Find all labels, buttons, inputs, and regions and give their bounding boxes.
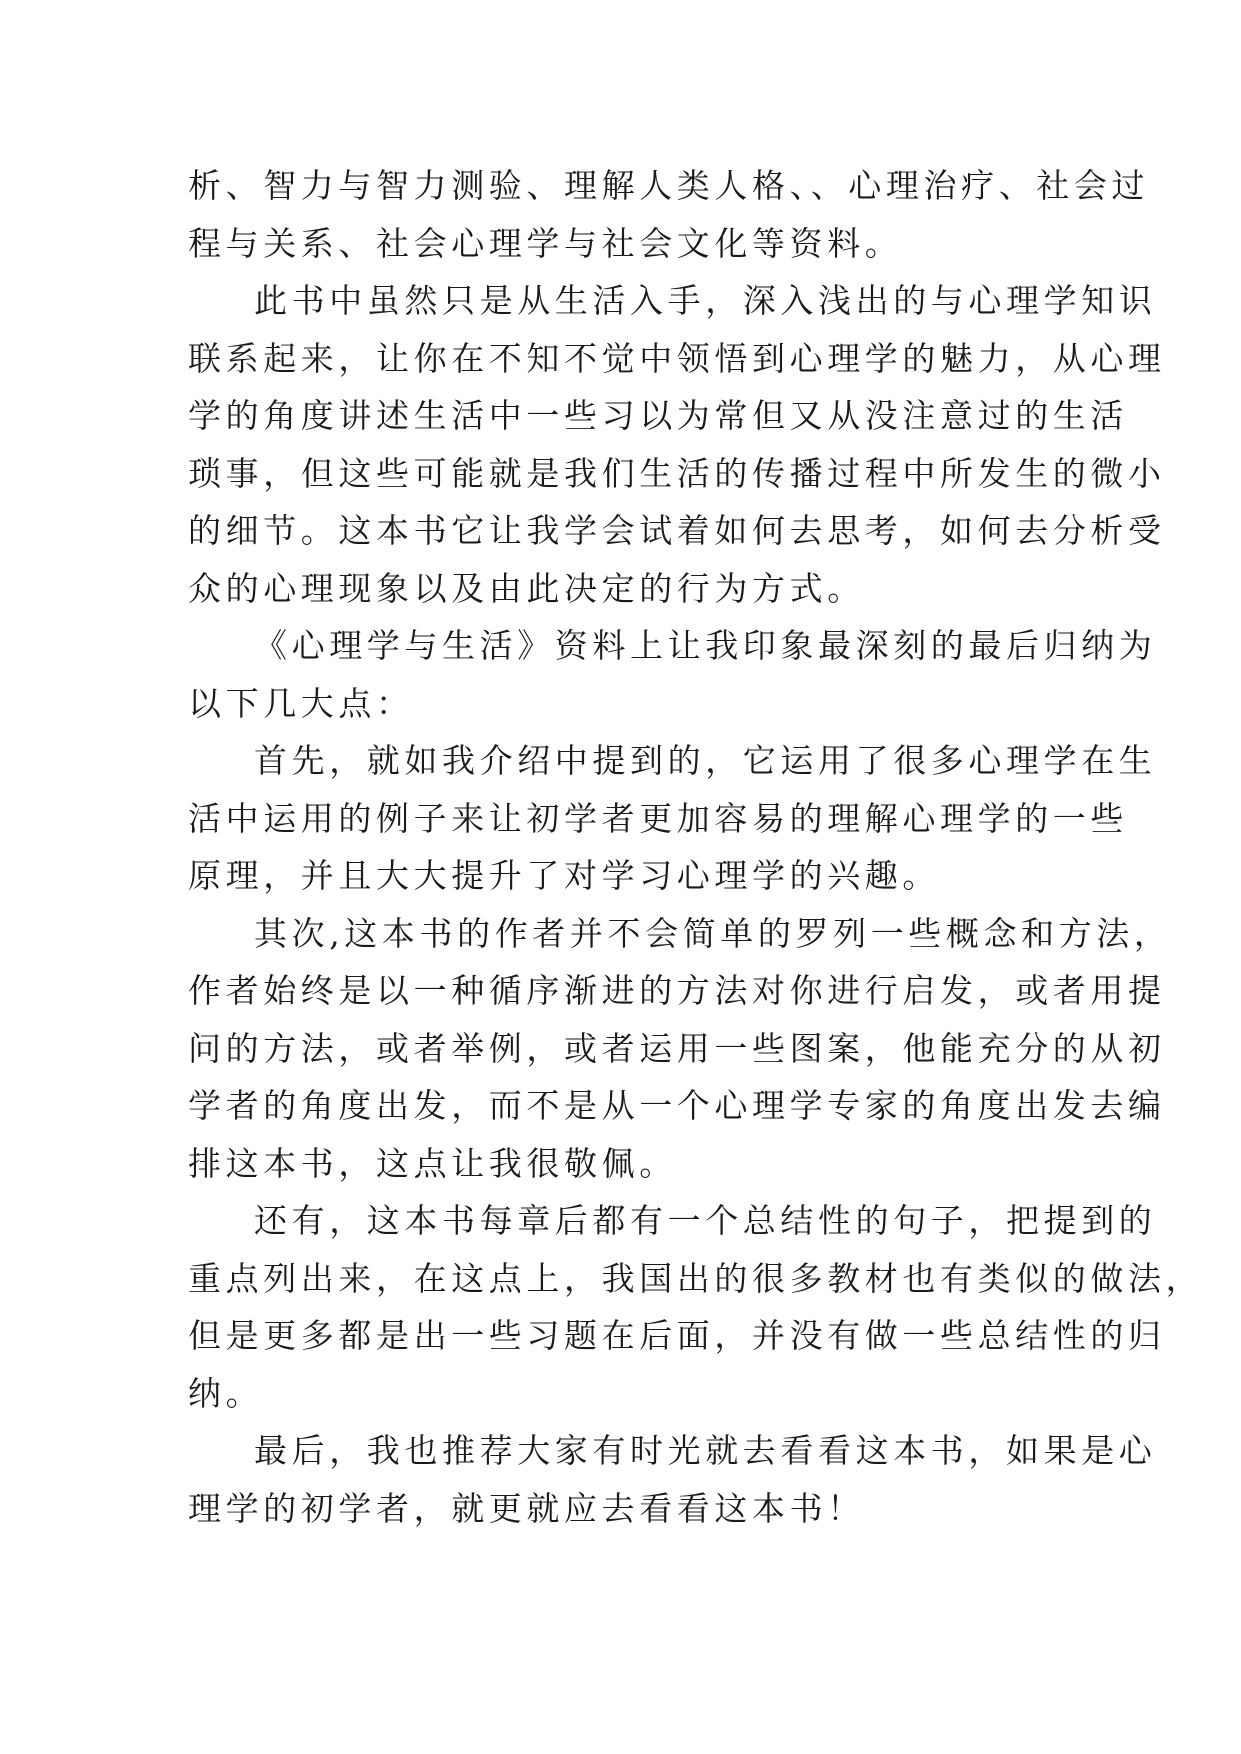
text-line: 学者的角度出发，而不是从一个心理学专家的角度出发去编 <box>188 1086 1166 1125</box>
text-line: 程与关系、社会心理学与社会文化等资料。 <box>188 223 903 263</box>
text-line: 学的角度讲述生活中一些习以为常但又从没注意过的生活 <box>188 396 1128 435</box>
text-line: 纳。 <box>188 1373 264 1413</box>
text-line: 活中运用的例子来让初学者更加容易的理解心理学的一些 <box>188 798 1128 838</box>
text-line: 最后，我也推荐大家有时光就去看看这本书，如果是心 <box>254 1431 1157 1470</box>
document-body <box>188 157 1204 1537</box>
text-line: 其次,这本书的作者并不会简单的罗列一些概念和方法， <box>254 913 1172 953</box>
text-line: 重点列出来，在这点上，我国出的很多教材也有类似的做法， <box>188 1258 1204 1298</box>
text-line: 作者始终是以一种循序渐进的方法对你进行启发，或者用提 <box>188 971 1166 1010</box>
text-line: 排这本书，这点让我很敬佩。 <box>188 1143 677 1183</box>
text-line: 的细节。这本书它让我学会试着如何去思考，如何去分析受 <box>188 511 1166 550</box>
text-line: 析、智力与智力测验、理解人类人格、、心理治疗、社会过 <box>188 166 1150 205</box>
text-line: 理学的初学者，就更就应去看看这本书！ <box>188 1488 865 1528</box>
text-line: 琐事，但这些可能就是我们生活的传播过程中所发生的微小 <box>188 453 1166 493</box>
text-line: 原理，并且大大提升了对学习心理学的兴趣。 <box>188 856 940 895</box>
text-line: 还有，这本书每章后都有一个总结性的句子，把提到的 <box>254 1201 1157 1240</box>
text-line: 首先，就如我介绍中提到的，它运用了很多心理学在生 <box>254 741 1157 780</box>
text-line: 以下几大点： <box>188 683 414 723</box>
text-line: 众的心理现象以及由此决定的行为方式。 <box>188 568 865 608</box>
text-line: 但是更多都是出一些习题在后面，并没有做一些总结性的归 <box>188 1316 1166 1355</box>
text-line: 此书中虽然只是从生活入手，深入浅出的与心理学知识 <box>254 281 1157 320</box>
text-line: 问的方法，或者举例，或者运用一些图案，他能充分的从初 <box>188 1028 1166 1068</box>
text-line: 《心理学与生活》资料上让我印象最深刻的最后归纳为 <box>254 626 1157 665</box>
text-line: 联系起来，让你在不知不觉中领悟到心理学的魅力，从心理 <box>188 338 1166 378</box>
